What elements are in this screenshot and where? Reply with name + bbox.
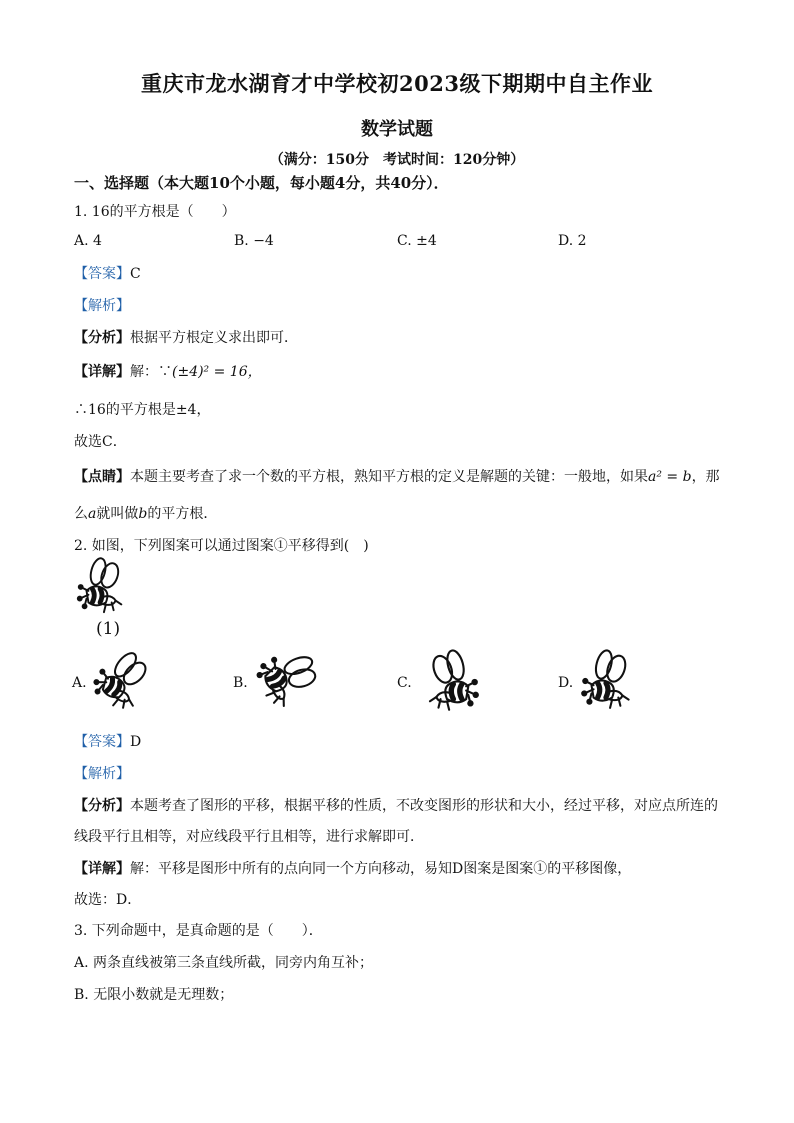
fenxi-tag: 【分析】 (74, 798, 130, 814)
q1-option-c: C. ±4 (397, 233, 437, 249)
answer-value: D (130, 734, 142, 750)
question-3-stem: 3. 下列命题中，是真命题的是（ ）． (74, 923, 323, 939)
q2-option-c-label: C. (397, 675, 412, 691)
bee-option-b (252, 648, 324, 712)
q3-option-b: B. 无限小数就是无理数； (74, 987, 234, 1003)
question-1-stem: 1. 16的平方根是（ ） (74, 204, 236, 220)
q1-fenxi-line (74, 327, 298, 347)
dianjing-tag: 【点睛】 (74, 469, 130, 485)
detail-tag: 【详解】 (74, 364, 130, 380)
page-title: 重庆市龙水湖育才中学校初2023级下期期中自主作业 (141, 71, 653, 96)
q2-option-d-label: D. (558, 675, 574, 691)
q1-detail-line (74, 361, 262, 381)
bee-option-c (415, 648, 479, 714)
detail-text: 解：平移是图形中所有的点向同一个方向移动，易知D图案是图案①的平移图像， (130, 861, 632, 877)
q2-choose: 故选：D． (74, 892, 142, 908)
bee-option-a (90, 650, 156, 712)
q2-option-a-label: A. (72, 675, 87, 691)
var-a: a (88, 506, 97, 522)
detail-text: 解：∵ (130, 364, 172, 380)
q2-answer-line (74, 731, 141, 751)
dianjing-text-4: 就叫做 (96, 506, 139, 522)
bee-figure-1 (72, 556, 132, 616)
analysis-tag: 【解析】 (74, 298, 130, 314)
answer-tag: 【答案】 (74, 266, 130, 282)
section-heading: 一、选择题（本大题10个小题，每小题4分，共40分）． (74, 174, 449, 192)
page-subtitle: 数学试题 (361, 119, 433, 140)
fenxi-text: 根据平方根定义求出即可． (130, 330, 298, 346)
dianjing-text: 本题主要考查了求一个数的平方根，熟知平方根的定义是解题的关键：一般地，如果 (130, 469, 648, 485)
q2-analysis-tag (74, 763, 130, 783)
var-b: b (138, 506, 148, 522)
q2-fenxi-line-2: 线段平行且相等，对应线段平行且相等，进行求解即可． (74, 829, 424, 845)
fenxi-text: 本题考查了图形的平移，根据平移的性质，不改变图形的形状和大小，经过平移，对应点所连的 (130, 798, 718, 814)
fenxi-tag: 【分析】 (74, 330, 130, 346)
bee-option-d (578, 648, 638, 712)
answer-value: C (130, 266, 141, 282)
q2-detail-line (74, 858, 631, 878)
question-2-stem: 2. 如图，下列图案可以通过图案①平移得到( ) (74, 538, 369, 554)
q1-option-b: B. −4 (234, 233, 274, 249)
dianjing-math: a² = b (648, 469, 692, 485)
q1-dianjing-line (74, 466, 720, 486)
exam-info: （满分：150分 考试时间：120分钟） (269, 152, 525, 168)
figure-1-label: (1) (96, 619, 121, 639)
q1-option-a: A. 4 (74, 233, 102, 249)
answer-tag: 【答案】 (74, 734, 130, 750)
dianjing-text-5: 的平方根． (147, 506, 218, 522)
detail-math: (±4)² = 16， (172, 364, 262, 380)
dianjing-text-3: 么 (74, 506, 88, 522)
detail-tag: 【详解】 (74, 861, 130, 877)
q1-analysis-tag (74, 295, 130, 315)
analysis-tag: 【解析】 (74, 766, 130, 782)
q1-choose: 故选C． (74, 434, 127, 450)
q1-answer-line (74, 263, 141, 283)
q1-option-d: D. 2 (558, 233, 587, 249)
q2-fenxi-line (74, 795, 718, 815)
dianjing-text-2: ，那 (691, 469, 720, 485)
q1-conclusion: ∴16的平方根是±4， (74, 402, 211, 418)
q3-option-a: A. 两条直线被第三条直线所截，同旁内角互补； (74, 955, 374, 971)
q2-option-b-label: B. (233, 675, 248, 691)
q1-dianjing-line-2 (74, 503, 217, 523)
